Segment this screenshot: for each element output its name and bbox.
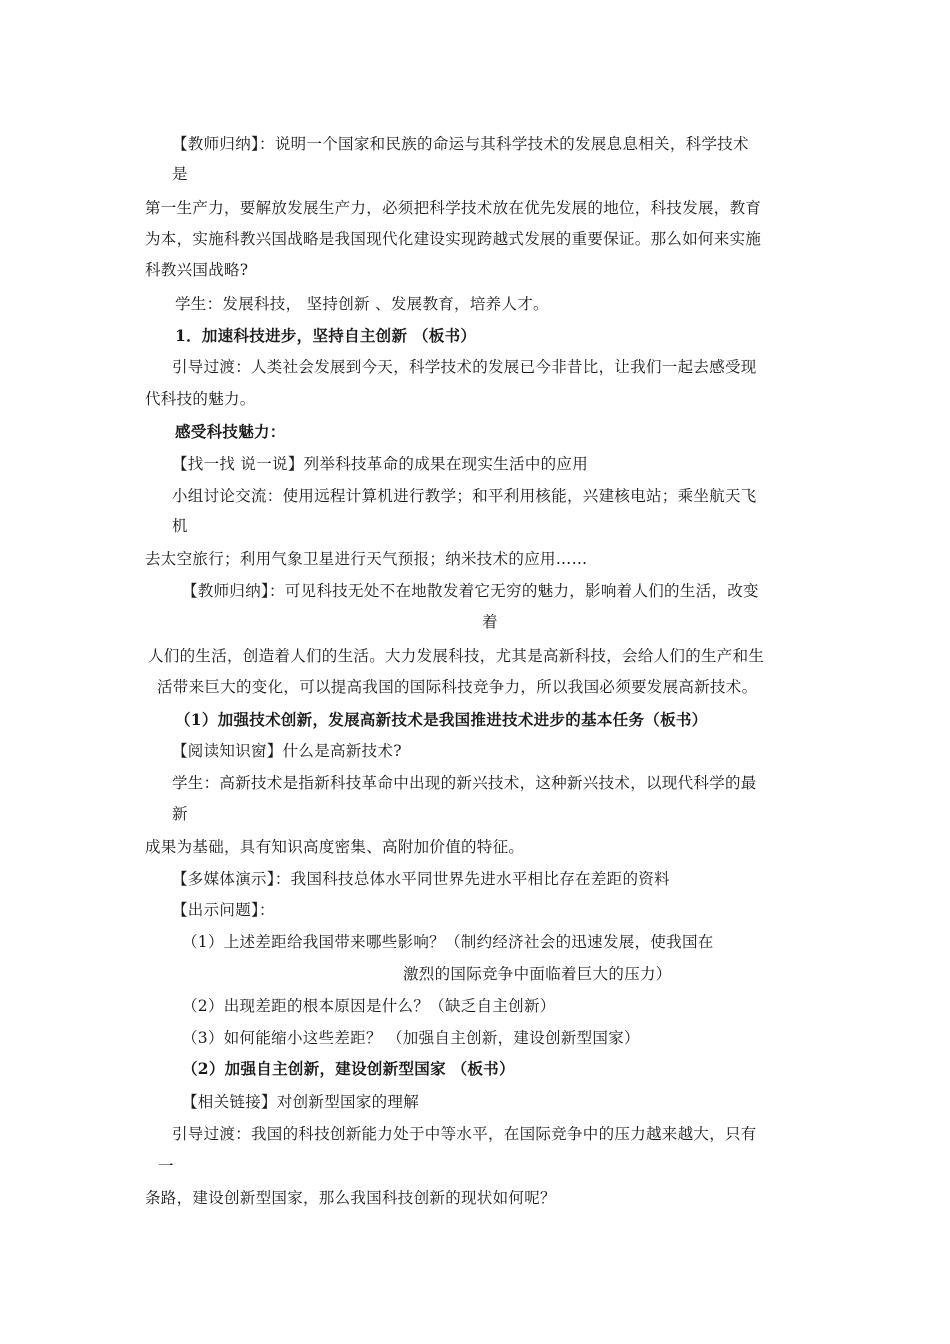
text-line: 科教兴国战略? <box>145 261 249 279</box>
text-line: 小组讨论交流：使用远程计算机进行教学；和平利用核能，兴建核电站；乘坐航天飞 <box>172 487 757 505</box>
text-line: 【教师归纳】：说明一个国家和民族的命运与其科学技术的发展息息相关，科学技术 <box>172 135 749 153</box>
text-line: 一 <box>158 1157 174 1175</box>
section-heading: 感受科技魅力： <box>175 422 286 441</box>
text-line: 机 <box>172 517 188 535</box>
text-line: 激烈的国际竞争中面临着巨大的压力） <box>403 965 672 983</box>
text-line: 学生：发展科技， 坚持创新 、发展教育，培养人才。 <box>175 295 549 313</box>
text-line: 【找一找 说一说】列举科技革命的成果在现实生活中的应用 <box>172 455 589 473</box>
text-line: 代科技的魅力。 <box>145 390 256 408</box>
text-line: 条路，建设创新型国家，那么我国科技创新的现状如何呢？ <box>145 1189 556 1207</box>
text-line: 【多媒体演示】：我国科技总体水平同世界先进水平相比存在差距的资料 <box>172 870 670 888</box>
text-line: 学生：高新技术是指新科技革命中出现的新兴技术，这种新兴技术，以现代科学的最 <box>172 774 757 792</box>
text-line: （1）上述差距给我国带来哪些影响？（制约经济社会的迅速发展，使我国在 <box>182 933 714 951</box>
text-line: 新 <box>172 805 188 823</box>
text-line: 引导过渡：人类社会发展到今天，科学技术的发展已今非昔比，让我们一起去感受现 <box>172 358 757 376</box>
text-line: 第一生产力，要解放发展生产力，必须把科学技术放在优先发展的地位，科技发展，教育 <box>145 199 762 217</box>
text-line: 引导过渡：我国的科技创新能力处于中等水平，在国际竞争中的压力越来越大，只有 <box>172 1125 757 1143</box>
text-line: 活带来巨大的变化，可以提高我国的国际科技竞争力，所以我国必须要发展高新技术。 <box>157 678 758 696</box>
section-heading: （2）加强自主创新，建设创新型国家 （板书） <box>182 1059 515 1078</box>
text-line: 【教师归纳】：可见科技无处不在地散发着它无穷的魅力，影响着人们的生活，改变 <box>182 582 759 600</box>
text-line: 成果为基础，具有知识高度密集、高附加价值的特征。 <box>145 838 525 856</box>
text-line: （3）如何能缩小这些差距？ （加强自主创新，建设创新型国家） <box>182 1029 640 1047</box>
text-line: 着 <box>482 613 498 631</box>
text-line: 去太空旅行；利用气象卫星进行天气预报；纳米技术的应用…… <box>145 550 588 568</box>
text-line: 为本，实施科教兴国战略是我国现代化建设实现跨越式发展的重要保证。那么如何来实施 <box>145 230 762 248</box>
text-line: 【出示问题】： <box>172 901 275 919</box>
text-line: 人们的生活，创造着人们的生活。大力发展科技，尤其是高新科技，会给人们的生产和生 <box>148 647 765 665</box>
text-line: （2）出现差距的根本原因是什么？（缺乏自主创新） <box>182 997 556 1015</box>
text-line: 【阅读知识窗】什么是高新技术? <box>172 742 402 760</box>
text-line: 【相关链接】对创新型国家的理解 <box>182 1093 420 1111</box>
section-heading: 1．加速科技进步，坚持自主创新 （板书） <box>175 326 477 345</box>
section-heading: （1）加强技术创新，发展高新技术是我国推进技术进步的基本任务（板书） <box>175 710 708 729</box>
text-line: 是 <box>172 165 188 183</box>
